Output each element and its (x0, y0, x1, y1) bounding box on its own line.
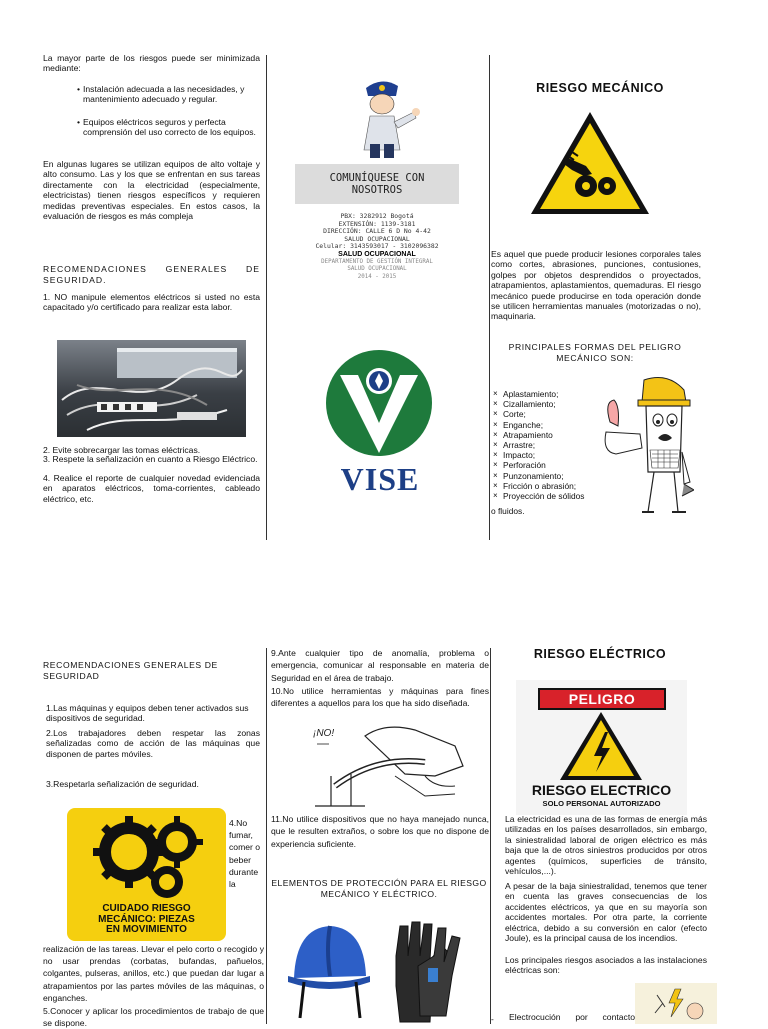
text-line: durante (229, 866, 259, 877)
sign-line: EN MOVIMIENTO (106, 924, 187, 935)
sign-main-text: RIESGO ELECTRICO (531, 782, 672, 798)
list-item: × Aplastamiento; (493, 389, 603, 399)
contact-extension: EXTENSIÓN: 1139-3181 (338, 219, 416, 228)
moving-parts-sign (67, 808, 226, 941)
bullet-text: • Instalación adecuada a las necesidades, y mantenimiento adecuado y regular. (77, 84, 260, 105)
divider-top-left (266, 55, 267, 540)
recommendation-2: 2. Evite sobrecargar las tomas eléctricas. (43, 445, 201, 455)
list-item: × Punzonamiento; (493, 471, 603, 481)
divider-top-right (489, 55, 490, 540)
recommendation-3: 3. Respete la señalización en cuanto a Riesgo Eléctrico. (43, 454, 258, 464)
list-item: × Arrastre; (493, 440, 603, 450)
mechanical-risk-definition: Es aquel que puede producir lesiones corporales tales como cortes, abrasiones, punciones, contusiones, golpes por objetos desprendidos o proyectados, atrapamientos, aplastamientos, quemaduras. El riesgo mecánico puede producirse en toda operación donde se utilicen herramientas manuales (motorizadas o no), maquinaria. (491, 249, 701, 322)
electrical-paragraph-4: Electrocución por contacto (509, 1012, 635, 1022)
police-cartoon (352, 74, 422, 160)
recommendations-title: RECOMENDACIONES GENERALES DE SEGURIDAD. (43, 264, 260, 285)
sign-sub-text: SOLO PERSONAL AUTORIZADO (542, 799, 661, 808)
sign-peligro: PELIGRO (538, 688, 666, 710)
contact-small-3: 2014 - 2015 (357, 273, 397, 280)
moving-parts-sign-label (73, 904, 220, 937)
contact-banner-text: COMUNÍQUESE CON NOSOTROS (329, 172, 425, 196)
text-line: 4.No (229, 818, 248, 828)
recommendation-9: 9.Ante cualquier tipo de anomalía, problema o emergencia, comunicar al responsable en materia de Seguridad en el área de trabajo. (271, 648, 489, 683)
mechanical-forms-tail: o fluidos. (491, 506, 525, 516)
text-line: beber (229, 854, 251, 865)
contact-address: DIRECCIÓN: CALLE 6 D No 4-42 (323, 227, 431, 236)
helmet-image (286, 918, 372, 1024)
list-item: × Perforación (493, 460, 603, 470)
mechanical-forms-title: PRINCIPALES FORMAS DEL PELIGRO MECÁNICO SON: (508, 342, 682, 363)
vise-logo (320, 345, 440, 505)
electrical-danger-sign (516, 680, 687, 815)
electrical-paragraph-1: La electricidad es una de las formas de energía más utilizadas en los países desarrollados, sin embargo, la siniestralidad laboral de origen eléctrico es más baja que la de otros siniestros producidos por otros agentes (químicos, superficies de tránsito, vehículos,...). (505, 814, 707, 877)
list-item: × Fricción o abrasión; (493, 481, 603, 491)
intro-text: La mayor parte de los riesgos puede ser minimizada mediante: (43, 53, 260, 74)
high-voltage-paragraph: En algunas lugares se utilizan equipos de alto voltaje y alto consumo. Las y los que se enfrentan en sus tareas directamente con la electricidad (especialmente, electricistas) tienen riesgos específicos y requieren medidas preventivas especiales. En estos casos, la evaluación de riesgos es más compleja (43, 159, 260, 222)
mechanical-risk-title: RIESGO MECÁNICO (536, 81, 664, 95)
recommendation-machines-3: 3.Respetarla señalización de seguridad. (46, 779, 199, 789)
list-item: × Corte; (493, 409, 603, 419)
recommendation-11: 11.No utilice dispositivos que no haya manejado nunca, que le resulten extraños, o sobre los que no dispone de experiencia suficiente. (271, 814, 489, 849)
power-strip-photo (57, 340, 246, 437)
misused-tool-illustration (295, 716, 471, 811)
recommendation-4: 4. Realice el reporte de cualquier novedad evidenciada en aparatos eléctricos, toma-corrientes, cableado eléctrico, etc. (43, 473, 260, 504)
electrical-risk-title: RIESGO ELÉCTRICO (533, 647, 667, 661)
recommendation-machines-1: 1.Las máquinas y equipos deben tener activados sus dispositivos de seguridad. (46, 703, 249, 724)
gloves-image (386, 916, 466, 1024)
bullet-dash: - (491, 1014, 494, 1024)
contact-mobile: Celular: 3143593017 - 3102096382 (315, 242, 439, 251)
list-item: × Impacto; (493, 450, 603, 460)
injured-worker-cartoon (598, 372, 694, 524)
recommendation-machines-4a (229, 817, 267, 890)
mechanical-forms-list (493, 389, 603, 501)
list-item: × Enganche; (493, 420, 603, 430)
vise-logo-text: VISE (340, 461, 420, 497)
electrical-paragraph-2: A pesar de la baja siniestralidad, tenemos que tener en cuenta las graves consecuencias de los accidentes eléctricos, ya que en su mayoría son accidentes mortales. Por otra parte, la corriente eléctrica, debido a su conversión en calor (efecto Joule), es la principal causa de los incendios. (505, 881, 707, 944)
contact-small-1: DEPARTAMENTO DE GESTIÓN INTEGRAL (321, 258, 433, 265)
sign-line: MECÁNICO: PIEZAS (98, 913, 195, 925)
electrical-paragraph-3: Los principales riesgos asociados a las instalaciones eléctricas son: (505, 955, 707, 976)
list-item: × Proyección de sólidos (493, 491, 603, 501)
recommendation-machines-5: 5.Conocer y aplicar los procedimientos de trabajo de que se dispone. (43, 1006, 264, 1029)
no-label: ¡NO! (313, 728, 335, 739)
bullet-equipment (77, 117, 260, 138)
bullet-text: • Equipos eléctricos seguros y perfecta comprensión del uso correcto de los equipos. (77, 117, 260, 138)
list-item: × Atrapamiento (493, 430, 603, 440)
list-item: × Cizallamiento; (493, 399, 603, 409)
recommendations-title-2: RECOMENDACIONES GENERALES DE SEGURIDAD (43, 660, 218, 681)
divider-bottom-right (490, 648, 491, 1024)
recommendation-10: 10.No utilice herramientas y máquinas para fines diferentes a aquellos para los que ha sido diseñada. (271, 686, 489, 709)
recommendation-machines-2: 2.Los trabajadores deben respetar las zonas señalizadas como de acción de las máquinas que disponen de partes móviles. (46, 728, 260, 759)
sign-line: CUIDADO RIESGO (102, 903, 191, 914)
contact-bold: SALUD OCUPACIONAL (338, 250, 416, 258)
recommendation-machines-4b: realización de las tareas. Llevar el pelo corto o recogido y no usar prendas (corbatas, bufandas, pañuelos, colgantes, pulseras, anillos, etc.) que puedan dar lugar a atrapamientos por las partes móviles de las máquinas, o enganches. (43, 944, 264, 1003)
contact-phone: PBX: 3282912 Bogotá (340, 212, 414, 220)
mechanical-hazard-sign (528, 108, 653, 218)
text-line: comer o (229, 842, 261, 853)
contact-department: SALUD OCUPACIONAL (344, 234, 410, 243)
contact-block (295, 213, 459, 281)
contact-banner (295, 164, 459, 204)
contact-small-2: SALUD OCUPACIONAL (347, 266, 407, 273)
protection-elements-title: ELEMENTOS DE PROTECCIÓN PARA EL RIESGO MECÁNICO Y ELÉCTRICO. (271, 878, 487, 899)
text-line: fumar, (229, 830, 253, 841)
bullet-installation (77, 84, 260, 105)
text-line: la (229, 879, 236, 890)
electrocution-cartoon (635, 983, 717, 1024)
recommendation-1: 1. NO manipule elementos eléctricos si usted no esta capacitado y/o certificado para realizar esta labor. (43, 292, 260, 313)
